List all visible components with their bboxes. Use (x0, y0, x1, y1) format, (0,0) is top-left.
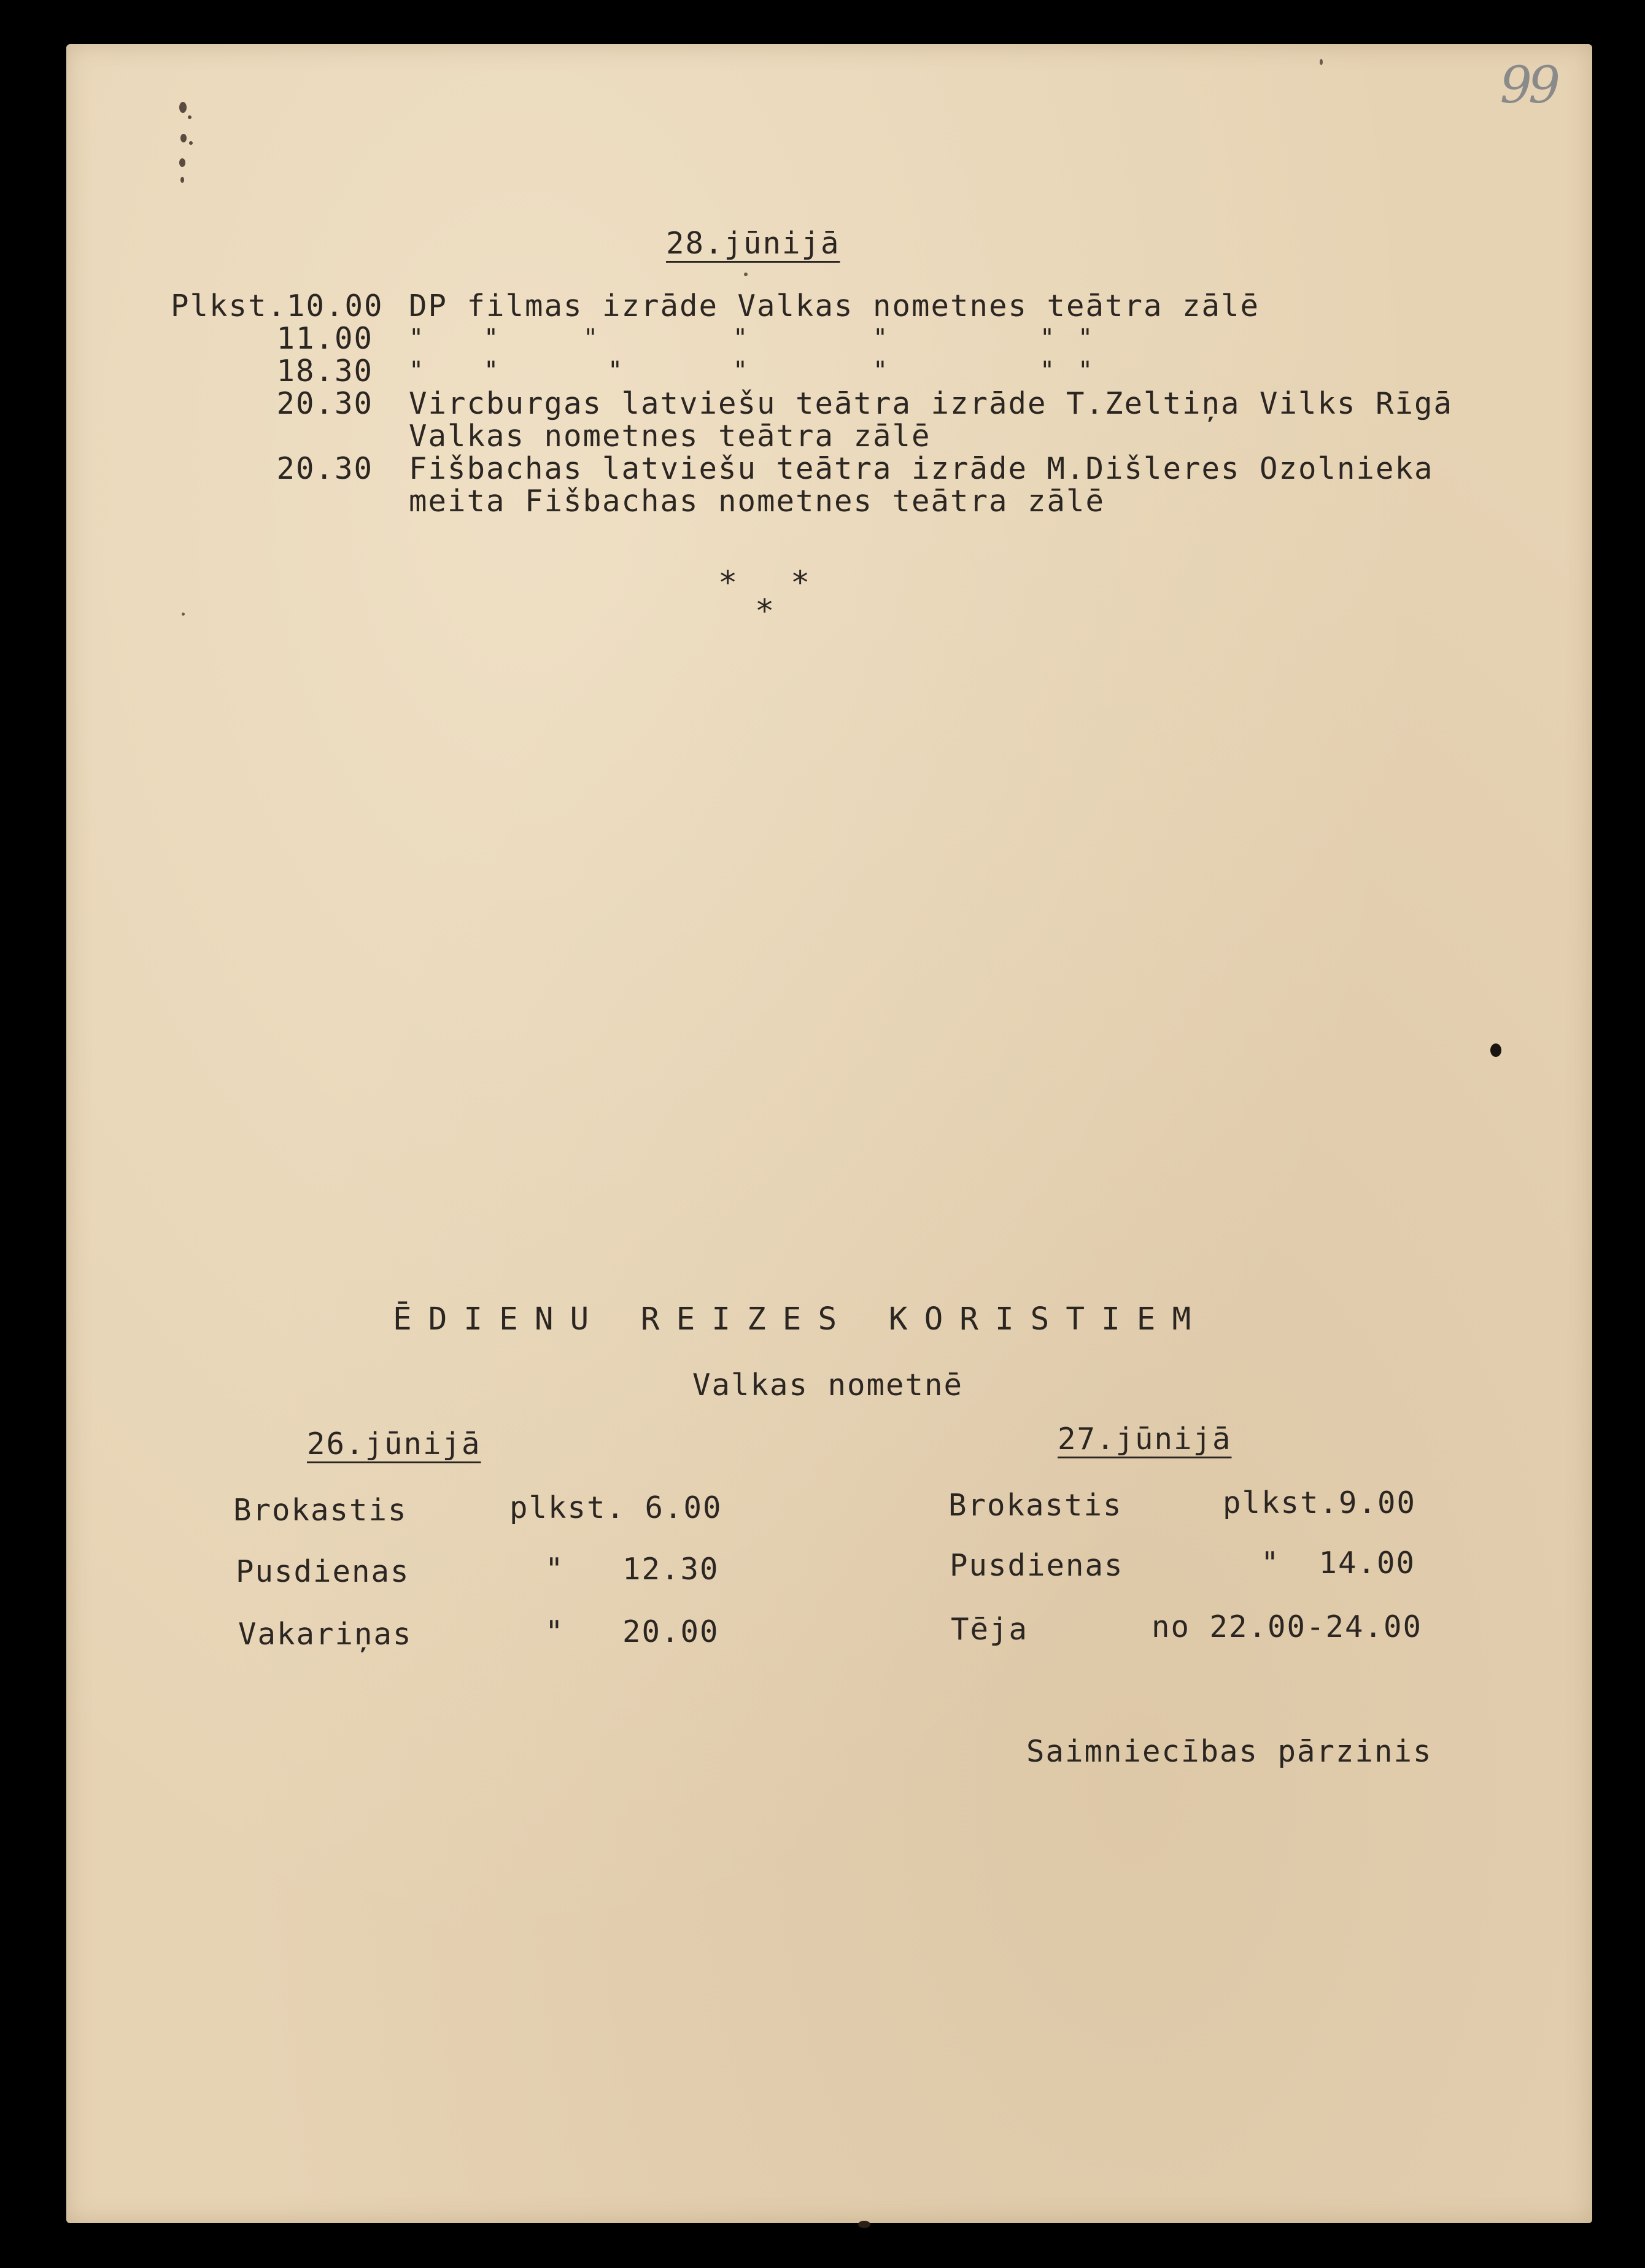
meal-time: plkst. 6.00 (509, 1490, 722, 1525)
page-number: 99 (1500, 56, 1557, 115)
ditto-mark: " (608, 357, 624, 385)
asterisk: * (791, 565, 810, 602)
ink-spot (1490, 1043, 1501, 1057)
meal-time: " 14.00 (1261, 1546, 1416, 1581)
ditto-mark: " (1078, 324, 1094, 352)
punch-marks (174, 98, 193, 203)
ditto-mark: " (409, 324, 425, 352)
paper-tear (858, 2221, 870, 2228)
schedule-time: 20.30 (276, 386, 373, 421)
schedule-events (409, 290, 1453, 517)
meal-name: Pusdienas (950, 1548, 1124, 1583)
ditto-row (409, 355, 1453, 387)
schedule-time: Plkst.10.00 (171, 288, 384, 323)
schedule-date: 28.jūnijā (666, 226, 840, 261)
meal-time: " 12.30 (545, 1552, 719, 1587)
meals-subtitle: Valkas nometnē (692, 1368, 964, 1403)
meal-time: " 20.00 (545, 1614, 719, 1649)
signature-line: Saimniecības pārzinis (1026, 1734, 1433, 1769)
ditto-mark: " (409, 357, 425, 385)
schedule-time: 18.30 (276, 354, 373, 389)
ditto-mark: " (873, 324, 889, 352)
schedule-time: 20.30 (276, 451, 373, 486)
schedule-event-continued: Valkas nometnes teātra zālē (409, 419, 931, 454)
meal-name: Brokastis (948, 1488, 1123, 1523)
ditto-mark: " (1040, 357, 1056, 385)
meal-name: Tēja (951, 1612, 1029, 1647)
meal-name: Vakariņas (238, 1617, 412, 1652)
meal-time: plkst.9.00 (1223, 1485, 1417, 1520)
meal-time: no 22.00-24.00 (1152, 1609, 1423, 1644)
ditto-mark: " (1078, 357, 1094, 385)
day2-date: 27.jūnijā (1058, 1422, 1232, 1457)
schedule-time: 11.00 (276, 321, 373, 356)
schedule-event: DP filmas izrāde Valkas nometnes teātra zālē (409, 288, 1260, 323)
ditto-mark: " (733, 324, 749, 352)
asterisk: * (718, 565, 738, 602)
ditto-mark: " (484, 357, 500, 385)
ditto-mark: " (484, 324, 500, 352)
asterisk: * (755, 593, 775, 630)
speck (1320, 59, 1323, 65)
schedule-event-continued: meita Fišbachas nometnes teātra zālē (409, 484, 1105, 519)
ditto-mark: " (733, 357, 749, 385)
ditto-mark: " (1040, 324, 1056, 352)
ditto-row (409, 322, 1453, 355)
speck (182, 613, 185, 616)
meal-name: Pusdienas (236, 1554, 410, 1589)
day1-date: 26.jūnijā (307, 1426, 481, 1461)
schedule-event: Fišbachas latviešu teātra izrāde M.Dišleres Ozolnieka (409, 451, 1434, 486)
speck (744, 273, 748, 276)
ditto-mark: " (873, 357, 889, 385)
section-separator-asterisks (712, 565, 810, 632)
schedule-times (171, 288, 384, 486)
meals-title: ĒDIENU REIZES KORISTIEM (393, 1301, 1208, 1337)
meal-name: Brokastis (233, 1493, 408, 1528)
schedule-event: Vircburgas latviešu teātra izrāde T.Zeltiņa Vilks Rīgā (409, 386, 1453, 421)
ditto-mark: " (583, 324, 600, 352)
